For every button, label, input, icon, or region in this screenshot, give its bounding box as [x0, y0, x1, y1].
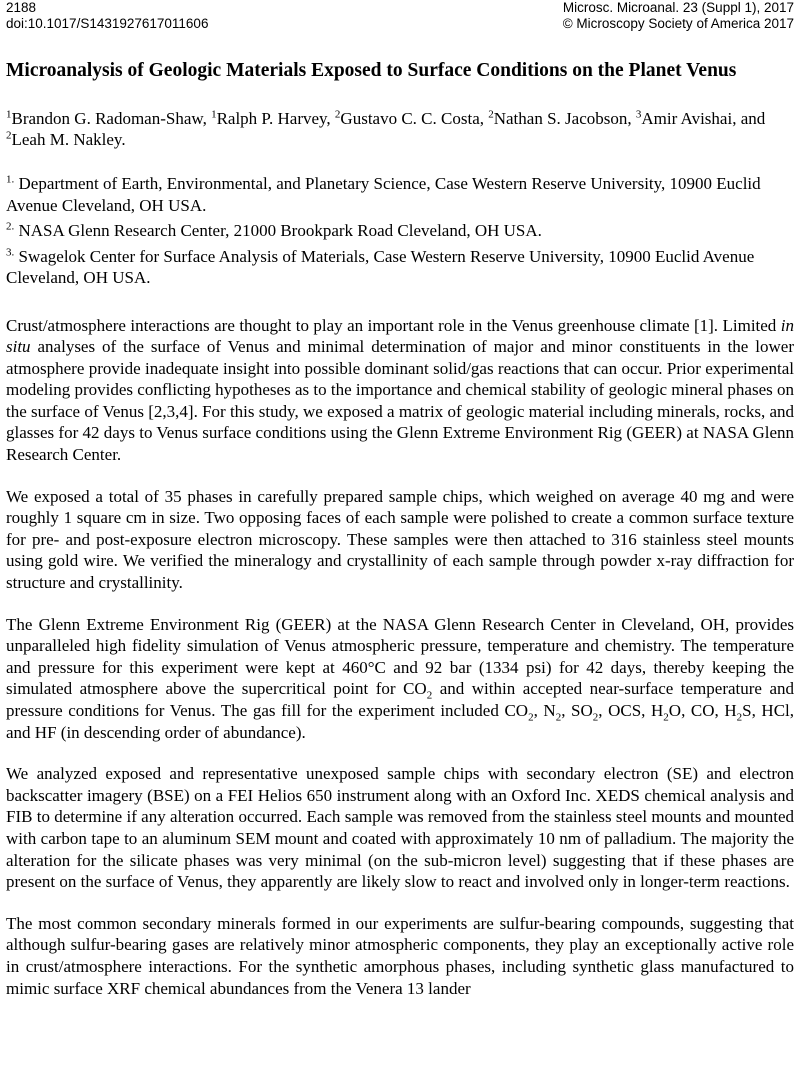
article-title: Microanalysis of Geologic Materials Exposed to Surface Conditions on the Planet Venus: [6, 60, 737, 81]
author-name: Nathan S. Jacobson: [493, 109, 628, 128]
affiliation-list: [6, 173, 794, 289]
author-name: Ralph P. Harvey: [216, 109, 327, 128]
page-header-right: [563, 0, 794, 32]
page-number: 2188: [6, 0, 37, 15]
page-header-left: [6, 0, 208, 32]
paragraph-geer: The Glenn Extreme Environment Rig (GEER) at the NASA Glenn Research Center in Cleveland, OH, provides unparalleled high fidelity simulation of Venus atmospheric pressure, temperature and chemistry. The temperature and pressure for this experiment were kept at 460°C and 92 bar (1334 psi) for 42 days, thereby keeping the simulated atmosphere above the supercritical point for $CO_2$ and within accepted near-surface temperature and pressure conditions for Venus. The gas fill for the experiment included $CO_2$, $N_2$, $SO_2$, OCS, $H_2O$, CO, $H_2S$, HCl, and HF (in descending order of abundance).: [6, 614, 795, 742]
author-name: Gustavo C. C. Costa: [340, 109, 480, 128]
paragraph-results: The most common secondary minerals formed in our experiments are sulfur-bearing compounds, suggesting that although sulfur-bearing gases are relatively minor atmospheric components, they play an exceptionally active role in crust/atmosphere interactions. For the synthetic amorphous phases, including synthetic glass manufactured to mimic surface XRF chemical abundances from the Venera 13 lander: [6, 913, 794, 998]
affiliation-item: $^{1.}$ Department of Earth, Environmental, and Planetary Science, Case Western Reserve University, 10900 Euclid Avenue Cleveland, OH USA.: [6, 173, 761, 215]
author-name: Amir Avishai: [641, 109, 733, 128]
author-affil-sup: 1: [211, 108, 217, 121]
journal-citation: Microsc. Microanal. 23 (Suppl 1), 2017: [562, 0, 794, 15]
affiliation-item: $^{3.}$ Swagelok Center for Surface Analysis of Materials, Case Western Reserve University, 10900 Euclid Avenue Cleveland, OH USA.: [6, 245, 755, 287]
paragraph-intro: Crust/atmosphere interactions are thought to play an important role in the Venus greenhouse climate [1]. Limited in situ analyses of the surface of Venus and minimal determination of major and minor constituents in the lower atmosphere provide inadequate insight into possible dominant solid/gas reactions that can occur. Prior experimental modeling provides conflicting hypotheses as to the importance and chemical stability of geologic mineral phases on the surface of Venus [2,3,4]. For this study, we exposed a matrix of geologic material including minerals, rocks, and glasses for 42 days to Venus surface conditions using the Glenn Extreme Environment Rig (GEER) at NASA Glenn Research Center.: [6, 315, 794, 465]
author-affil-sup: 2: [6, 129, 12, 142]
author-affil-sup: 2: [334, 108, 341, 121]
author-affil-sup: 3: [635, 108, 642, 121]
article-body: [6, 58, 794, 1019]
paragraph-analysis: We analyzed exposed and representative unexposed sample chips with secondary electron (SE) and electron backscatter imagery (BSE) on a FEI Helios 650 instrument along with an Oxford Inc. XEDS chemical analysis and FIB to determine if any alteration occurred. Each sample was removed from the stainless steel mounts and mounted with carbon tape to an aluminum SEM mount and coated with approximately 10 nm of palladium. The majority the alteration for the silicate phases was very minimal (on the sub-micron level) suggesting that if these phases are present on the surface of Venus, they apparently are likely slow to react and involved only in longer-term reactions.: [6, 764, 794, 892]
author-list: $^1$Brandon G. Radoman-Shaw, $^1$Ralph P. Harvey, $^2$Gustavo C. C. Costa, $^2$Nathan S. Jacobson, $^3$Amir Avishai, and $^2$Leah M. Nakley.: [6, 108, 766, 149]
copyright-notice: © Microscopy Society of America 2017: [562, 16, 794, 31]
author-name: Brandon G. Radoman-Shaw: [11, 109, 203, 128]
author-affil-sup: 2: [488, 108, 494, 121]
paragraph-samples: We exposed a total of 35 phases in carefully prepared sample chips, which weighed on average 40 mg and were roughly 1 square cm in size. Two opposing faces of each sample were polished to create a common surface texture for pre- and post-exposure electron microscopy. These samples were then attached to 316 stainless steel mounts using gold wire. We verified the mineralogy and crystallinity of each sample through powder x-ray diffraction for structure and crystallinity.: [6, 486, 794, 593]
doi: doi:10.1017/S1431927617011606: [6, 16, 209, 31]
author-name: Leah M. Nakley.: [11, 130, 126, 149]
affiliation-item: $^{2.}$ NASA Glenn Research Center, 21000 Brookpark Road Cleveland, OH USA.: [6, 220, 542, 240]
author-affil-sup: 1: [6, 108, 12, 121]
